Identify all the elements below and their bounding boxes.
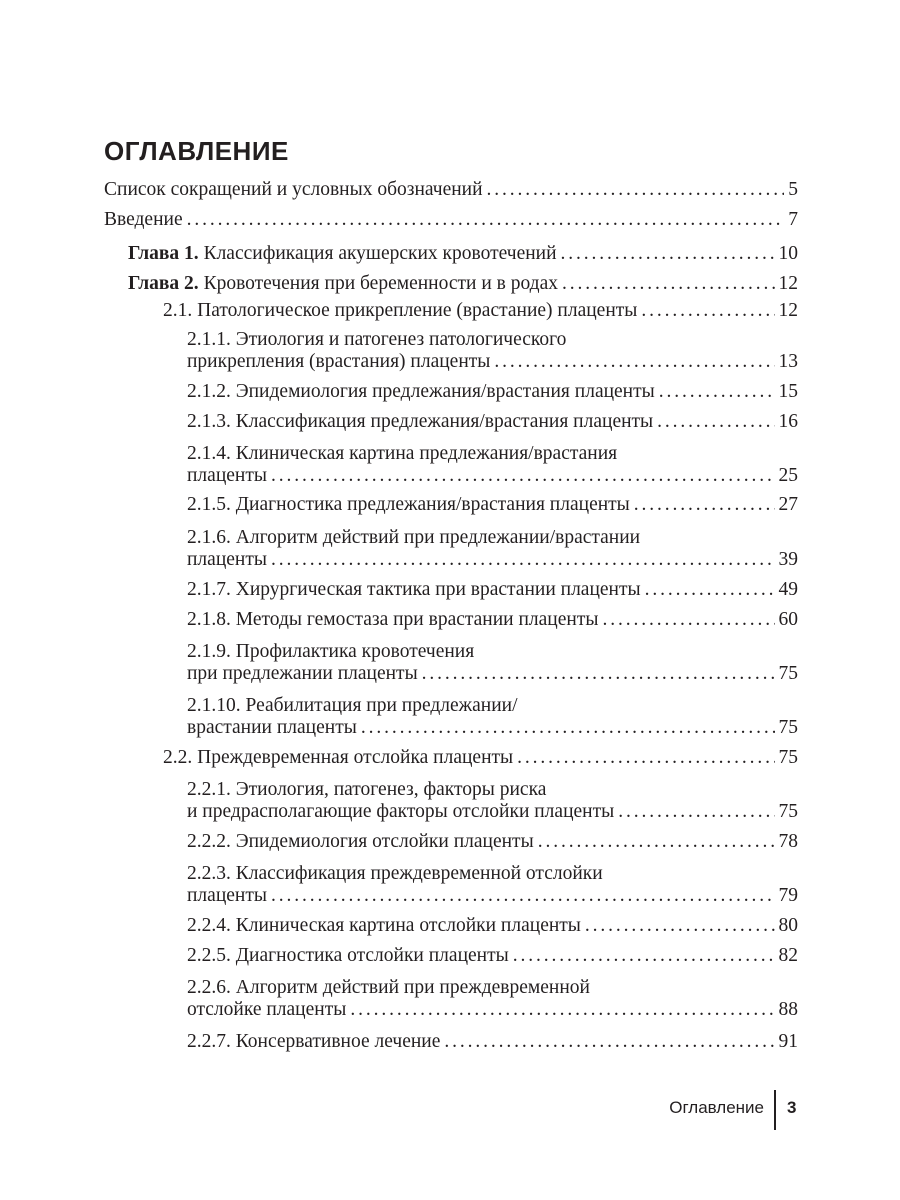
toc-entry-subsection[interactable] — [187, 462, 798, 490]
toc-entry-title: 2.2.7. Консервативное лечение — [187, 1031, 441, 1052]
toc-entry-subsection[interactable] — [187, 408, 798, 436]
toc-entry-chapter[interactable] — [128, 270, 798, 298]
toc-entry-page: 15 — [778, 381, 798, 402]
toc-entry-title-line1: 2.1.1. Этиология и патогенез патологического — [187, 329, 567, 350]
toc-entry-title: Кровотечения при беременности и в родах — [203, 273, 558, 294]
toc-entry-title-line1: 2.1.4. Клиническая картина предлежания/врастания — [187, 443, 618, 464]
toc-entry-title: 2.1.3. Классификация предлежания/врастания плаценты — [187, 411, 654, 432]
toc-entry-title: 2.1.7. Хирургическая тактика при врастании плаценты — [187, 579, 641, 600]
leader-dots — [618, 798, 774, 826]
toc-entry-title: 2.1.2. Эпидемиология предлежания/врастания плаценты — [187, 381, 655, 402]
toc-entry-page: 60 — [778, 609, 798, 630]
toc-entry-page: 39 — [778, 549, 798, 570]
toc-entry-page: 75 — [778, 801, 798, 822]
toc-entry-title: при предлежании плаценты — [187, 663, 418, 684]
toc-entry-subsection[interactable] — [187, 378, 798, 406]
toc-entry-title: Список сокращений и условных обозначений — [104, 179, 483, 200]
leader-dots — [517, 744, 774, 772]
toc-entry-page: 80 — [778, 915, 798, 936]
leader-dots — [271, 882, 775, 910]
leader-dots — [602, 606, 774, 634]
toc-entry-subsection[interactable] — [187, 996, 798, 1024]
toc-entry-subsection[interactable] — [187, 912, 798, 940]
toc-entry-title-line1: 2.1.6. Алгоритм действий при предлежании/врастании — [187, 527, 641, 548]
toc-entry-chapter[interactable] — [128, 240, 798, 268]
leader-dots — [271, 462, 775, 490]
toc-entry-title: 2.1. Патологическое прикрепление (врастание) плаценты — [163, 300, 638, 321]
toc-entry-subsection[interactable] — [187, 606, 798, 634]
leader-dots — [271, 546, 775, 574]
chapter-label: Глава 2. — [128, 273, 199, 294]
toc-entry-title: 2.2.4. Клиническая картина отслойки плаценты — [187, 915, 581, 936]
toc-entry-title: отслойке плаценты — [187, 999, 347, 1020]
toc-entry-title-line1: 2.1.9. Профилактика кровотечения — [187, 641, 475, 662]
leader-dots — [513, 942, 775, 970]
running-footer-section: Оглавление — [669, 1098, 764, 1117]
toc-entry-title: 2.1.8. Методы гемостаза при врастании плаценты — [187, 609, 599, 630]
toc-entry-subsection[interactable] — [187, 491, 798, 519]
toc-entry-title-line1: 2.1.10. Реабилитация при предлежании/ — [187, 695, 518, 716]
toc-entry-title-line1: 2.2.3. Классификация преждевременной отслойки — [187, 863, 603, 884]
chapter-label: Глава 1. — [128, 243, 199, 264]
leader-dots — [645, 576, 775, 604]
toc-entry-title: плаценты — [187, 549, 267, 570]
toc-entry-subsection[interactable] — [187, 714, 798, 742]
toc-entry-page: 12 — [778, 300, 798, 321]
toc-entry-page: 75 — [778, 747, 798, 768]
toc-entry-subsection[interactable] — [187, 798, 798, 826]
leader-dots — [641, 297, 774, 325]
leader-dots — [350, 996, 774, 1024]
leader-dots — [187, 206, 785, 234]
toc-entry-title-line1: 2.2.1. Этиология, патогенез, факторы риска — [187, 779, 547, 800]
toc-entry-title-line1: 2.2.6. Алгоритм действий при преждевременной — [187, 977, 590, 998]
toc-entry-page: 13 — [778, 351, 798, 372]
toc-entry-title: 2.2. Преждевременная отслойка плаценты — [163, 747, 514, 768]
toc-entry-page: 49 — [778, 579, 798, 600]
leader-dots — [562, 270, 775, 298]
toc-entry-title: плаценты — [187, 885, 267, 906]
toc-entry-title-wrap — [128, 270, 558, 298]
leader-dots — [585, 912, 775, 940]
toc-entry-page: 27 — [778, 494, 798, 515]
toc-entry-page: 75 — [778, 663, 798, 684]
toc-entry-page: 79 — [778, 885, 798, 906]
toc-entry-title: и предрасполагающие факторы отслойки плаценты — [187, 801, 615, 822]
toc-entry-title: прикрепления (врастания) плаценты — [187, 351, 491, 372]
toc-entry-title: 2.2.5. Диагностика отслойки плаценты — [187, 945, 509, 966]
toc-entry-subsection[interactable] — [187, 546, 798, 574]
leader-dots — [561, 240, 775, 268]
leader-dots — [487, 176, 785, 204]
toc-entry[interactable] — [104, 176, 798, 204]
toc-entry-subsection[interactable] — [187, 348, 798, 376]
toc-entry-title: Введение — [104, 209, 183, 230]
toc-entry-section[interactable] — [163, 744, 798, 772]
leader-dots — [494, 348, 774, 376]
leader-dots — [422, 660, 775, 688]
toc-entry-title: 2.1.5. Диагностика предлежания/врастания плаценты — [187, 494, 630, 515]
toc-entry-section[interactable] — [163, 297, 798, 325]
leader-dots — [538, 828, 775, 856]
toc-entry-page: 16 — [778, 411, 798, 432]
toc-entry-page: 25 — [778, 465, 798, 486]
toc-entry-title: 2.2.2. Эпидемиология отслойки плаценты — [187, 831, 534, 852]
toc-entry-page: 5 — [788, 179, 798, 200]
leader-dots — [444, 1028, 774, 1056]
toc-entry-page: 12 — [778, 273, 798, 294]
toc-entry-title: Классификация акушерских кровотечений — [203, 243, 557, 264]
toc-entry-title: врастании плаценты — [187, 717, 357, 738]
leader-dots — [657, 408, 774, 436]
leader-dots — [659, 378, 775, 406]
toc-entry-page: 7 — [788, 209, 798, 230]
toc-entry-subsection[interactable] — [187, 1028, 798, 1056]
toc-entry-subsection[interactable] — [187, 828, 798, 856]
toc-entry-title: плаценты — [187, 465, 267, 486]
toc-entry-title-wrap — [128, 240, 557, 268]
toc-heading: ОГЛАВЛЕНИЕ — [104, 136, 289, 166]
toc-entry-subsection[interactable] — [187, 576, 798, 604]
toc-entry-subsection[interactable] — [187, 942, 798, 970]
leader-dots — [634, 491, 775, 519]
toc-entry-subsection[interactable] — [187, 660, 798, 688]
toc-entry-page: 88 — [778, 999, 798, 1020]
toc-entry[interactable] — [104, 206, 798, 234]
page-number: 3 — [787, 1098, 797, 1117]
toc-entry-page: 75 — [778, 717, 798, 738]
toc-entry-subsection[interactable] — [187, 882, 798, 910]
toc-entry-page: 82 — [778, 945, 798, 966]
footer-divider — [774, 1090, 776, 1130]
toc-entry-page: 10 — [778, 243, 798, 264]
leader-dots — [361, 714, 775, 742]
toc-entry-page: 91 — [778, 1031, 798, 1052]
toc-entry-page: 78 — [778, 831, 798, 852]
